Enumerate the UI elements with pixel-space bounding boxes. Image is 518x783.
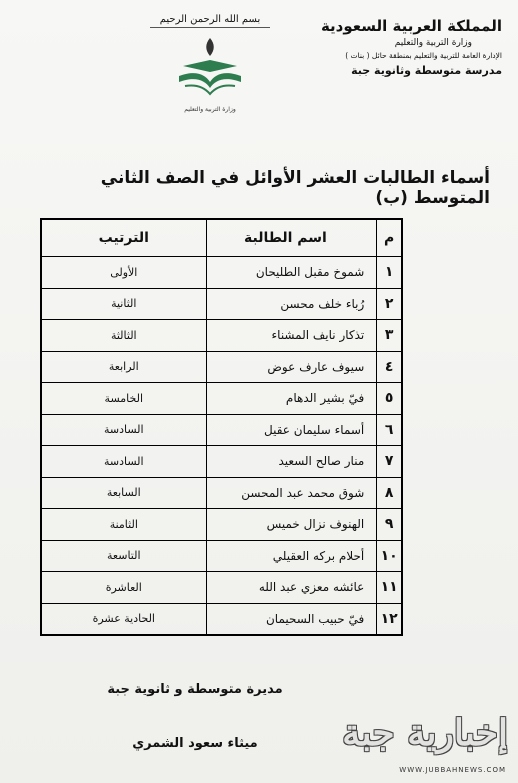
row-name: منار صالح السعيد [206, 446, 377, 478]
row-rank: الرابعة [41, 351, 206, 383]
row-name: شموخ مقبل الطليحان [206, 257, 377, 289]
row-name: أسماء سليمان عقيل [206, 414, 377, 446]
students-table [40, 218, 403, 636]
principal-title: مديرة متوسطة و ثانوية جبة [107, 682, 283, 697]
basmala: بسم الله الرحمن الرحيم [150, 14, 270, 28]
row-rank: الأولى [41, 257, 206, 289]
row-num: ٨ [377, 477, 402, 509]
row-name: الهنوف نزال خميس [206, 509, 377, 541]
row-num: ٢ [377, 288, 402, 320]
row-rank: الخامسة [41, 383, 206, 415]
row-name: شوق محمد عبد المحسن [206, 477, 377, 509]
row-num: ٩ [377, 509, 402, 541]
header-num: م [377, 219, 402, 257]
row-num: ٤ [377, 351, 402, 383]
table-row [41, 351, 402, 383]
table-row [41, 477, 402, 509]
row-rank: الثامنة [41, 509, 206, 541]
row-num: ١٠ [377, 540, 402, 572]
table-row [41, 288, 402, 320]
table-row [41, 320, 402, 352]
letterhead-center [150, 14, 270, 113]
table-row [41, 257, 402, 289]
row-name: أحلام بركه العقيلي [206, 540, 377, 572]
signature-block [40, 678, 350, 756]
table-row [41, 603, 402, 635]
row-num: ٣ [377, 320, 402, 352]
row-num: ١ [377, 257, 402, 289]
row-name: فيّ بشير الدهام [206, 383, 377, 415]
row-rank: التاسعة [41, 540, 206, 572]
admin-name: الإدارة العامة للتربية والتعليم بمنطقة حائل ( بنات ) [345, 51, 502, 60]
table-row [41, 572, 402, 604]
table-row [41, 509, 402, 541]
row-rank: الثانية [41, 288, 206, 320]
header-name: اسم الطالبة [206, 219, 377, 257]
row-rank: السادسة [41, 414, 206, 446]
table-row [41, 414, 402, 446]
logo-caption: وزارة التربية والتعليم [184, 106, 236, 113]
letterhead-right [312, 16, 502, 80]
row-rank: السادسة [41, 446, 206, 478]
header-rank: الترتيب [41, 219, 206, 257]
row-name: تذكار نايف المشناء [206, 320, 377, 352]
table-row [41, 540, 402, 572]
watermark-logo: إخبارية جبة [342, 712, 508, 754]
row-num: ٧ [377, 446, 402, 478]
row-name: سيوف عارف عوض [206, 351, 377, 383]
row-name: عائشه معزي عبد الله [206, 572, 377, 604]
row-rank: السابعة [41, 477, 206, 509]
document-title: أسماء الطالبات العشر الأوائل في الصف الثاني المتوسط (ب) [100, 168, 490, 208]
row-rank: الحادية عشرة [41, 603, 206, 635]
watermark-url: WWW.JUBBAHNEWS.COM [399, 766, 506, 774]
row-rank: الثالثة [41, 320, 206, 352]
kingdom-name: المملكة العربية السعودية [320, 17, 502, 35]
row-num: ١٢ [377, 603, 402, 635]
school-name: مدرسة متوسطة وثانوية جبة [351, 64, 502, 77]
row-num: ٥ [377, 383, 402, 415]
row-num: ١١ [377, 572, 402, 604]
row-name: فيّ حبيب السحيمان [206, 603, 377, 635]
ministry-logo-icon [165, 32, 255, 102]
table-header-row [41, 219, 402, 257]
row-num: ٦ [377, 414, 402, 446]
row-name: رُباء خلف محسن [206, 288, 377, 320]
row-rank: العاشرة [41, 572, 206, 604]
principal-name: ميثاء سعود الشمري [132, 736, 258, 751]
table-row [41, 383, 402, 415]
table-row [41, 446, 402, 478]
ministry-name: وزارة التربية والتعليم [394, 38, 472, 48]
